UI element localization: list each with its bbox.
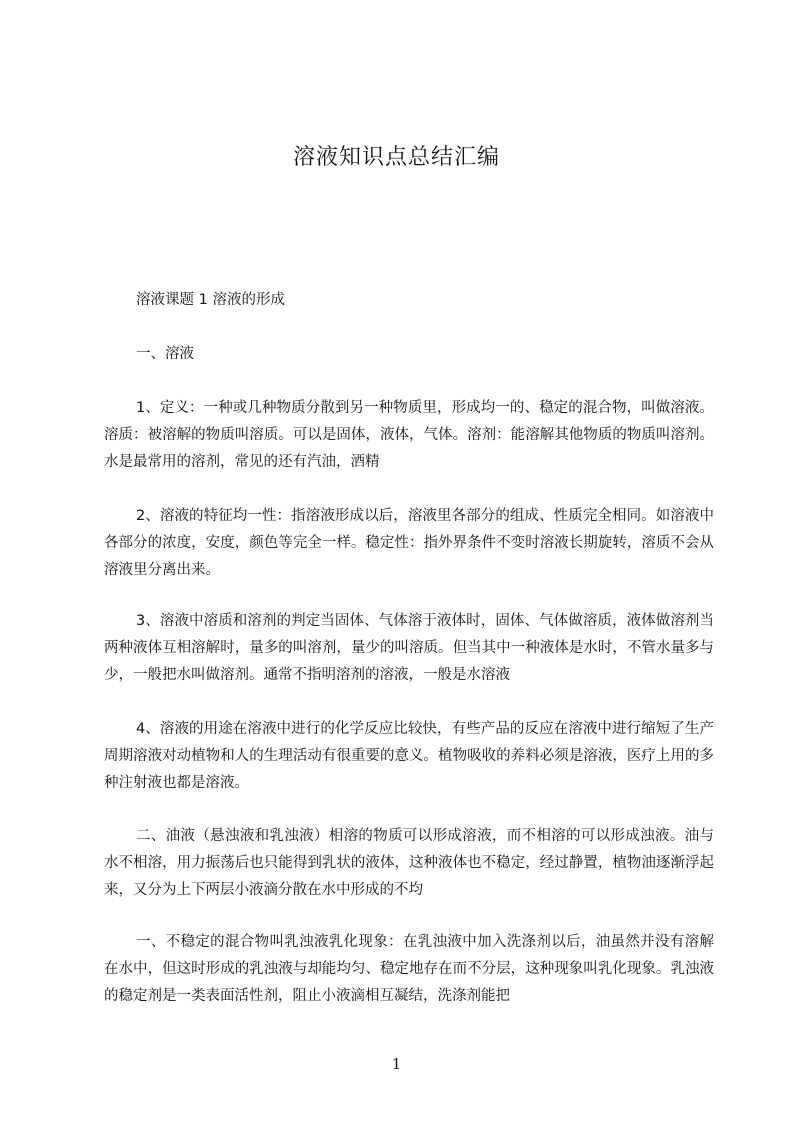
paragraph-definition: 1、定义：一种或几种物质分散到另一种物质里，形成均一的、稳定的混合物，叫做溶液。溶质：被溶解的物质叫溶质。可以是固体，液体，气体。溶剂：能溶解其他物质的物质叫溶剂。水是最常用的溶剂，常见的还有汽油，酒精 (104, 400, 714, 470)
section-heading-solution: 一、溶液 (136, 346, 194, 362)
paragraph-solute-solvent: 3、溶液中溶质和溶剂的判定当固体、气体溶于液体时，固体、气体做溶质，液体做溶剂当两种液体互相溶解时，量多的叫溶剂，量少的叫溶质。但当其中一种液体是水时，不管水量多与少，一般把水叫做溶剂。通常不指明溶剂的溶液，一般是水溶液 (104, 613, 714, 683)
document-title: 溶液知识点总结汇编 (292, 145, 500, 170)
lesson-subtitle: 溶液课题 1 溶液的形成 (136, 292, 285, 308)
page-number: 1 (391, 1055, 402, 1073)
paragraph-turbid-liquid: 二、油液（悬浊液和乳浊液）相溶的物质可以形成溶液，而不相溶的可以形成浊液。油与水不相溶，用力振荡后也只能得到乳状的液体，这种液体也不稳定，经过静置，植物油逐渐浮起来，又分为上下两层小液滴分散在水中形成的不均 (104, 828, 714, 898)
paragraph-emulsification: 一、不稳定的混合物叫乳浊液乳化现象：在乳浊液中加入洗涤剂以后，油虽然并没有溶解在水中，但这时形成的乳浊液与却能均匀、稳定地存在而不分层，这种现象叫乳化现象。乳浊液的稳定剂是一类表面活性剂，阻止小液滴相互凝结，洗涤剂能把 (104, 934, 714, 1004)
paragraph-uses: 4、溶液的用途在溶液中进行的化学反应比较快，有些产品的反应在溶液中进行缩短了生产周期溶液对动植物和人的生理活动有很重要的意义。植物吸收的养料必须是溶液，医疗上用的多种注射液也都是溶液。 (104, 721, 714, 791)
paragraph-characteristics: 2、溶液的特征均一性：指溶液形成以后，溶液里各部分的组成、性质完全相同。如溶液中各部分的浓度，安度，颜色等完全一样。稳定性：指外界条件不变时溶液长期旋转，溶质不会从溶液里分离出来。 (104, 508, 714, 578)
